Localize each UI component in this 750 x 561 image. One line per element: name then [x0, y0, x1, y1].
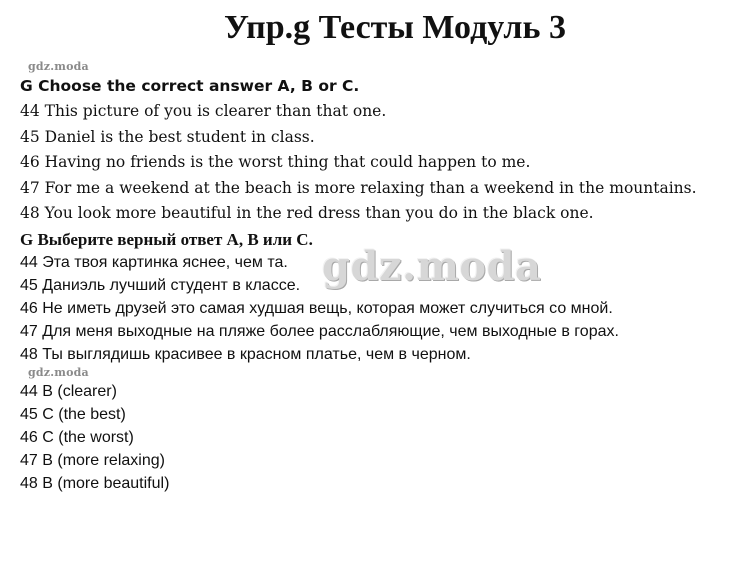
english-item-44: 44 This picture of you is clearer than that one.: [20, 102, 387, 120]
answer-47: 47 B (more relaxing): [20, 452, 165, 469]
russian-heading: G Выберите верный ответ А, В или С.: [20, 230, 313, 249]
answers-section: [20, 380, 169, 495]
english-item-48: 48 You look more beautiful in the red dress than you do in the black one.: [20, 204, 594, 222]
english-heading: G Choose the correct answer A, B or C.: [20, 77, 360, 95]
answer-46: 46 C (the worst): [20, 429, 134, 446]
watermark-large: gdz.moda: [322, 243, 542, 290]
russian-item-46: 46 Не иметь друзей это самая худшая вещь, которая может случиться со мной.: [20, 300, 613, 317]
answer-48: 48 B (more beautiful): [20, 475, 170, 492]
russian-item-47: 47 Для меня выходные на пляже более расслабляющие, чем выходные в горах.: [20, 323, 619, 340]
watermark-small-top: gdz.moda: [28, 60, 89, 73]
english-item-45: 45 Daniel is the best student in class.: [20, 127, 315, 146]
page-title: Упр.g Тесты Модуль 3: [224, 9, 566, 46]
answer-45: 45 C (the best): [20, 406, 126, 423]
russian-item-45: 45 Даниэль лучший студент в классе.: [20, 277, 301, 294]
answer-44: 44 B (clearer): [20, 383, 117, 400]
russian-item-44: 44 Эта твоя картинка яснее, чем та.: [20, 254, 288, 271]
english-section: [20, 74, 697, 227]
english-item-47: 47 For me a weekend at the beach is more relaxing than a weekend in the mountains.: [20, 178, 697, 197]
russian-item-48: 48 Ты выглядишь красивее в красном платье, чем в черном.: [20, 346, 471, 363]
english-item-46: 46 Having no friends is the worst thing that could happen to me.: [20, 153, 531, 171]
watermark-small-bottom: gdz.moda: [28, 366, 89, 379]
